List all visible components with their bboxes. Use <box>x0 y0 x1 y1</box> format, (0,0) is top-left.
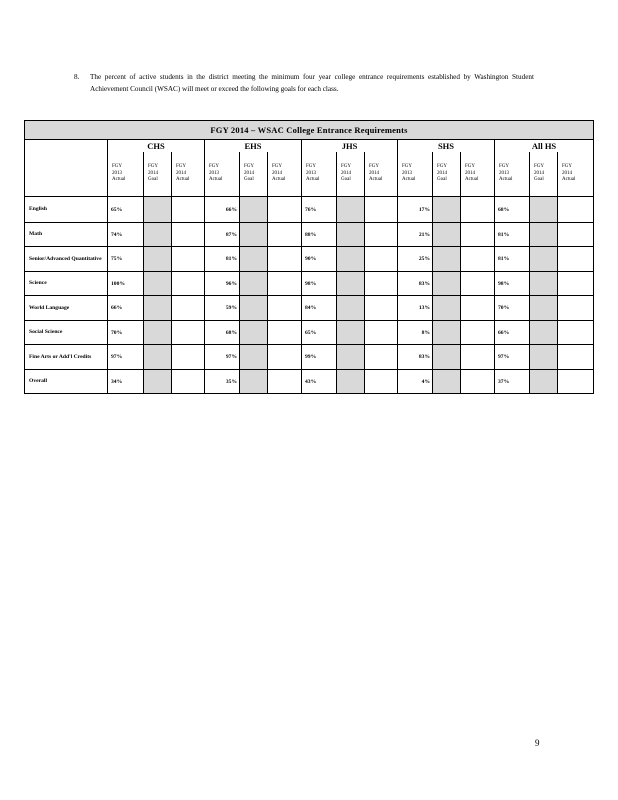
subheader-line: 2013 <box>209 170 219 176</box>
goal-2014-cell <box>337 370 365 394</box>
subheader-actual2013 <box>495 152 530 197</box>
value-shs-2013-actual: 25% <box>398 247 433 272</box>
goal-2014-cell <box>530 370 558 394</box>
goal-2014-cell <box>337 296 365 321</box>
subheader-line: FGY <box>437 164 448 170</box>
actual-2014-cell <box>461 223 495 247</box>
goal-2014-cell <box>433 345 461 370</box>
actual-2014-cell <box>461 272 495 296</box>
subheader-actual2013 <box>302 152 337 197</box>
value-ehs-2013-actual: 59% <box>205 296 240 321</box>
subheader-actual2013 <box>398 152 433 197</box>
goal-2014-cell <box>433 247 461 272</box>
goal-2014-cell <box>337 197 365 223</box>
actual-2014-cell <box>172 296 205 321</box>
actual-2014-cell <box>365 197 398 223</box>
subheader-line: Actual <box>369 177 383 183</box>
goal-2014-cell <box>240 321 268 345</box>
goal-2014-cell <box>144 370 172 394</box>
value-all-2013-actual: 81% <box>495 223 530 247</box>
actual-2014-cell <box>558 296 594 321</box>
subheader-goal2014 <box>433 152 461 197</box>
actual-2014-cell <box>365 321 398 345</box>
subheader-line: FGY <box>112 164 123 170</box>
subheader-line: FGY <box>244 164 255 170</box>
row-label: Overall <box>25 370 108 394</box>
subheader-line: FGY <box>402 164 413 170</box>
subheader-line: Actual <box>209 177 223 183</box>
actual-2014-cell <box>558 223 594 247</box>
value-all-2013-actual: 81% <box>495 247 530 272</box>
goal-2014-cell <box>530 345 558 370</box>
school-header-shs: SHS <box>398 140 495 153</box>
subheader-line: Goal <box>341 177 351 183</box>
value-chs-2013-actual: 66% <box>108 296 144 321</box>
subheader-line: FGY <box>272 164 283 170</box>
table-row <box>25 370 594 394</box>
subheader-line: 2013 <box>306 170 316 176</box>
actual-2014-cell <box>365 370 398 394</box>
actual-2014-cell <box>365 296 398 321</box>
goal-2014-cell <box>240 197 268 223</box>
goal-2014-cell <box>144 197 172 223</box>
subheader-line: Actual <box>562 177 576 183</box>
value-chs-2013-actual: 65% <box>108 197 144 223</box>
subheader-line: Actual <box>465 177 479 183</box>
row-label: Science <box>25 272 108 296</box>
actual-2014-cell <box>172 345 205 370</box>
value-chs-2013-actual: 74% <box>108 223 144 247</box>
subheader-line: Goal <box>534 177 544 183</box>
subheader-line: 2014 <box>244 170 254 176</box>
subheader-goal2014 <box>530 152 558 197</box>
subheader-goal2014 <box>337 152 365 197</box>
goal-2014-cell <box>337 321 365 345</box>
intro-text: The percent of active students in the district meeting the minimum four year college entrance requirements established by Washington Student Achievement Council (WSAC) will meet or exceed the following goals for each class. <box>90 73 534 93</box>
subheader-line: 2014 <box>341 170 351 176</box>
value-all-2013-actual: 66% <box>495 321 530 345</box>
subheader-line: Goal <box>244 177 254 183</box>
subheader-line: FGY <box>499 164 510 170</box>
subheader-line: 2014 <box>562 170 572 176</box>
actual-2014-cell <box>172 321 205 345</box>
subheader-line: FGY <box>562 164 573 170</box>
subheader-actual2014 <box>558 152 594 197</box>
value-chs-2013-actual: 70% <box>108 321 144 345</box>
row-label: English <box>25 197 108 223</box>
actual-2014-cell <box>558 345 594 370</box>
goal-2014-cell <box>144 247 172 272</box>
value-shs-2013-actual: 21% <box>398 223 433 247</box>
row-label: Social Science <box>25 321 108 345</box>
goal-2014-cell <box>337 272 365 296</box>
school-header-ehs: EHS <box>205 140 302 153</box>
goal-2014-cell <box>433 223 461 247</box>
goal-2014-cell <box>240 345 268 370</box>
actual-2014-cell <box>172 272 205 296</box>
goal-2014-cell <box>337 247 365 272</box>
value-shs-2013-actual: 83% <box>398 345 433 370</box>
row-label: Math <box>25 223 108 247</box>
goal-2014-cell <box>240 272 268 296</box>
actual-2014-cell <box>461 345 495 370</box>
item-number: 8. <box>74 73 80 81</box>
goal-2014-cell <box>433 272 461 296</box>
page-number: 9 <box>535 738 540 748</box>
value-jhs-2013-actual: 84% <box>302 296 337 321</box>
actual-2014-cell <box>461 370 495 394</box>
subheader-line: 2013 <box>499 170 509 176</box>
actual-2014-cell <box>268 296 302 321</box>
goal-2014-cell <box>433 197 461 223</box>
subheader-line: 2014 <box>176 170 186 176</box>
value-all-2013-actual: 98% <box>495 272 530 296</box>
goal-2014-cell <box>240 247 268 272</box>
goal-2014-cell <box>530 247 558 272</box>
school-header-chs: CHS <box>108 140 205 153</box>
actual-2014-cell <box>558 272 594 296</box>
subheader-line: Actual <box>306 177 320 183</box>
actual-2014-cell <box>461 296 495 321</box>
actual-2014-cell <box>268 321 302 345</box>
subheader-line: FGY <box>465 164 476 170</box>
actual-2014-cell <box>365 272 398 296</box>
row-header-blank <box>25 140 108 197</box>
table-title: FGY 2014 – WSAC College Entrance Requirements <box>25 121 594 140</box>
subheader-line: FGY <box>209 164 220 170</box>
goal-2014-cell <box>530 321 558 345</box>
actual-2014-cell <box>365 247 398 272</box>
value-all-2013-actual: 70% <box>495 296 530 321</box>
row-label: World Language <box>25 296 108 321</box>
actual-2014-cell <box>268 223 302 247</box>
subheader-line: FGY <box>369 164 380 170</box>
goal-2014-cell <box>144 223 172 247</box>
value-chs-2013-actual: 34% <box>108 370 144 394</box>
subheader-line: FGY <box>306 164 317 170</box>
subheader-line: 2014 <box>534 170 544 176</box>
subheader-line: Goal <box>437 177 447 183</box>
table-row <box>25 247 594 272</box>
table-row <box>25 345 594 370</box>
goal-2014-cell <box>144 321 172 345</box>
goal-2014-cell <box>337 223 365 247</box>
value-shs-2013-actual: 13% <box>398 296 433 321</box>
actual-2014-cell <box>268 197 302 223</box>
actual-2014-cell <box>365 345 398 370</box>
value-all-2013-actual: 68% <box>495 197 530 223</box>
value-shs-2013-actual: 8% <box>398 321 433 345</box>
value-shs-2013-actual: 17% <box>398 197 433 223</box>
actual-2014-cell <box>558 321 594 345</box>
value-jhs-2013-actual: 88% <box>302 223 337 247</box>
goal-2014-cell <box>530 223 558 247</box>
goal-2014-cell <box>433 370 461 394</box>
value-ehs-2013-actual: 96% <box>205 272 240 296</box>
actual-2014-cell <box>268 345 302 370</box>
subheader-line: FGY <box>148 164 159 170</box>
goal-2014-cell <box>530 296 558 321</box>
actual-2014-cell <box>268 272 302 296</box>
school-header-jhs: JHS <box>302 140 398 153</box>
goal-2014-cell <box>433 296 461 321</box>
subheader-line: Goal <box>148 177 158 183</box>
subheader-line: 2014 <box>369 170 379 176</box>
subheader-line: 2014 <box>437 170 447 176</box>
subheader-actual2014 <box>268 152 302 197</box>
actual-2014-cell <box>558 370 594 394</box>
value-jhs-2013-actual: 90% <box>302 247 337 272</box>
value-jhs-2013-actual: 99% <box>302 345 337 370</box>
goal-2014-cell <box>144 296 172 321</box>
value-jhs-2013-actual: 98% <box>302 272 337 296</box>
subheader-line: 2014 <box>465 170 475 176</box>
subheader-actual2013 <box>108 152 144 197</box>
actual-2014-cell <box>172 247 205 272</box>
row-label: Fine Arts or Add'l Credits <box>25 345 108 370</box>
subheader-line: 2013 <box>112 170 122 176</box>
actual-2014-cell <box>172 370 205 394</box>
subheader-actual2014 <box>461 152 495 197</box>
goal-2014-cell <box>144 272 172 296</box>
actual-2014-cell <box>172 223 205 247</box>
value-ehs-2013-actual: 35% <box>205 370 240 394</box>
actual-2014-cell <box>268 370 302 394</box>
value-all-2013-actual: 37% <box>495 370 530 394</box>
actual-2014-cell <box>461 197 495 223</box>
actual-2014-cell <box>365 223 398 247</box>
row-label: Senior/Advanced Quantitative <box>25 247 108 272</box>
actual-2014-cell <box>461 247 495 272</box>
value-ehs-2013-actual: 81% <box>205 247 240 272</box>
subheader-line: FGY <box>534 164 545 170</box>
subheader-line: Actual <box>272 177 286 183</box>
subheader-line: 2014 <box>272 170 282 176</box>
goal-2014-cell <box>144 345 172 370</box>
goal-2014-cell <box>530 272 558 296</box>
value-jhs-2013-actual: 65% <box>302 321 337 345</box>
subheader-actual2014 <box>172 152 205 197</box>
subheader-line: Actual <box>499 177 513 183</box>
table-row <box>25 197 594 223</box>
subheader-line: Actual <box>112 177 126 183</box>
value-ehs-2013-actual: 87% <box>205 223 240 247</box>
subheader-goal2014 <box>144 152 172 197</box>
actual-2014-cell <box>558 247 594 272</box>
table-row <box>25 296 594 321</box>
intro-paragraph <box>74 72 534 95</box>
value-ehs-2013-actual: 66% <box>205 197 240 223</box>
goal-2014-cell <box>240 296 268 321</box>
actual-2014-cell <box>461 321 495 345</box>
goal-2014-cell <box>337 345 365 370</box>
actual-2014-cell <box>172 197 205 223</box>
value-jhs-2013-actual: 43% <box>302 370 337 394</box>
value-shs-2013-actual: 4% <box>398 370 433 394</box>
subheader-goal2014 <box>240 152 268 197</box>
subheader-line: FGY <box>341 164 352 170</box>
actual-2014-cell <box>558 197 594 223</box>
table-row <box>25 223 594 247</box>
table-row <box>25 321 594 345</box>
subheader-line: Actual <box>402 177 416 183</box>
goal-2014-cell <box>240 223 268 247</box>
value-chs-2013-actual: 97% <box>108 345 144 370</box>
value-jhs-2013-actual: 76% <box>302 197 337 223</box>
subheader-actual2013 <box>205 152 240 197</box>
subheader-line: 2014 <box>148 170 158 176</box>
table-row <box>25 272 594 296</box>
school-header-all-hs: All HS <box>495 140 594 153</box>
subheader-line: FGY <box>176 164 187 170</box>
value-ehs-2013-actual: 68% <box>205 321 240 345</box>
value-all-2013-actual: 97% <box>495 345 530 370</box>
actual-2014-cell <box>268 247 302 272</box>
goal-2014-cell <box>530 197 558 223</box>
subheader-line: Actual <box>176 177 190 183</box>
subheader-line: 2013 <box>402 170 412 176</box>
goal-2014-cell <box>240 370 268 394</box>
requirements-table <box>24 120 594 394</box>
goal-2014-cell <box>433 321 461 345</box>
subheader-actual2014 <box>365 152 398 197</box>
value-chs-2013-actual: 75% <box>108 247 144 272</box>
value-shs-2013-actual: 83% <box>398 272 433 296</box>
value-ehs-2013-actual: 97% <box>205 345 240 370</box>
value-chs-2013-actual: 100% <box>108 272 144 296</box>
